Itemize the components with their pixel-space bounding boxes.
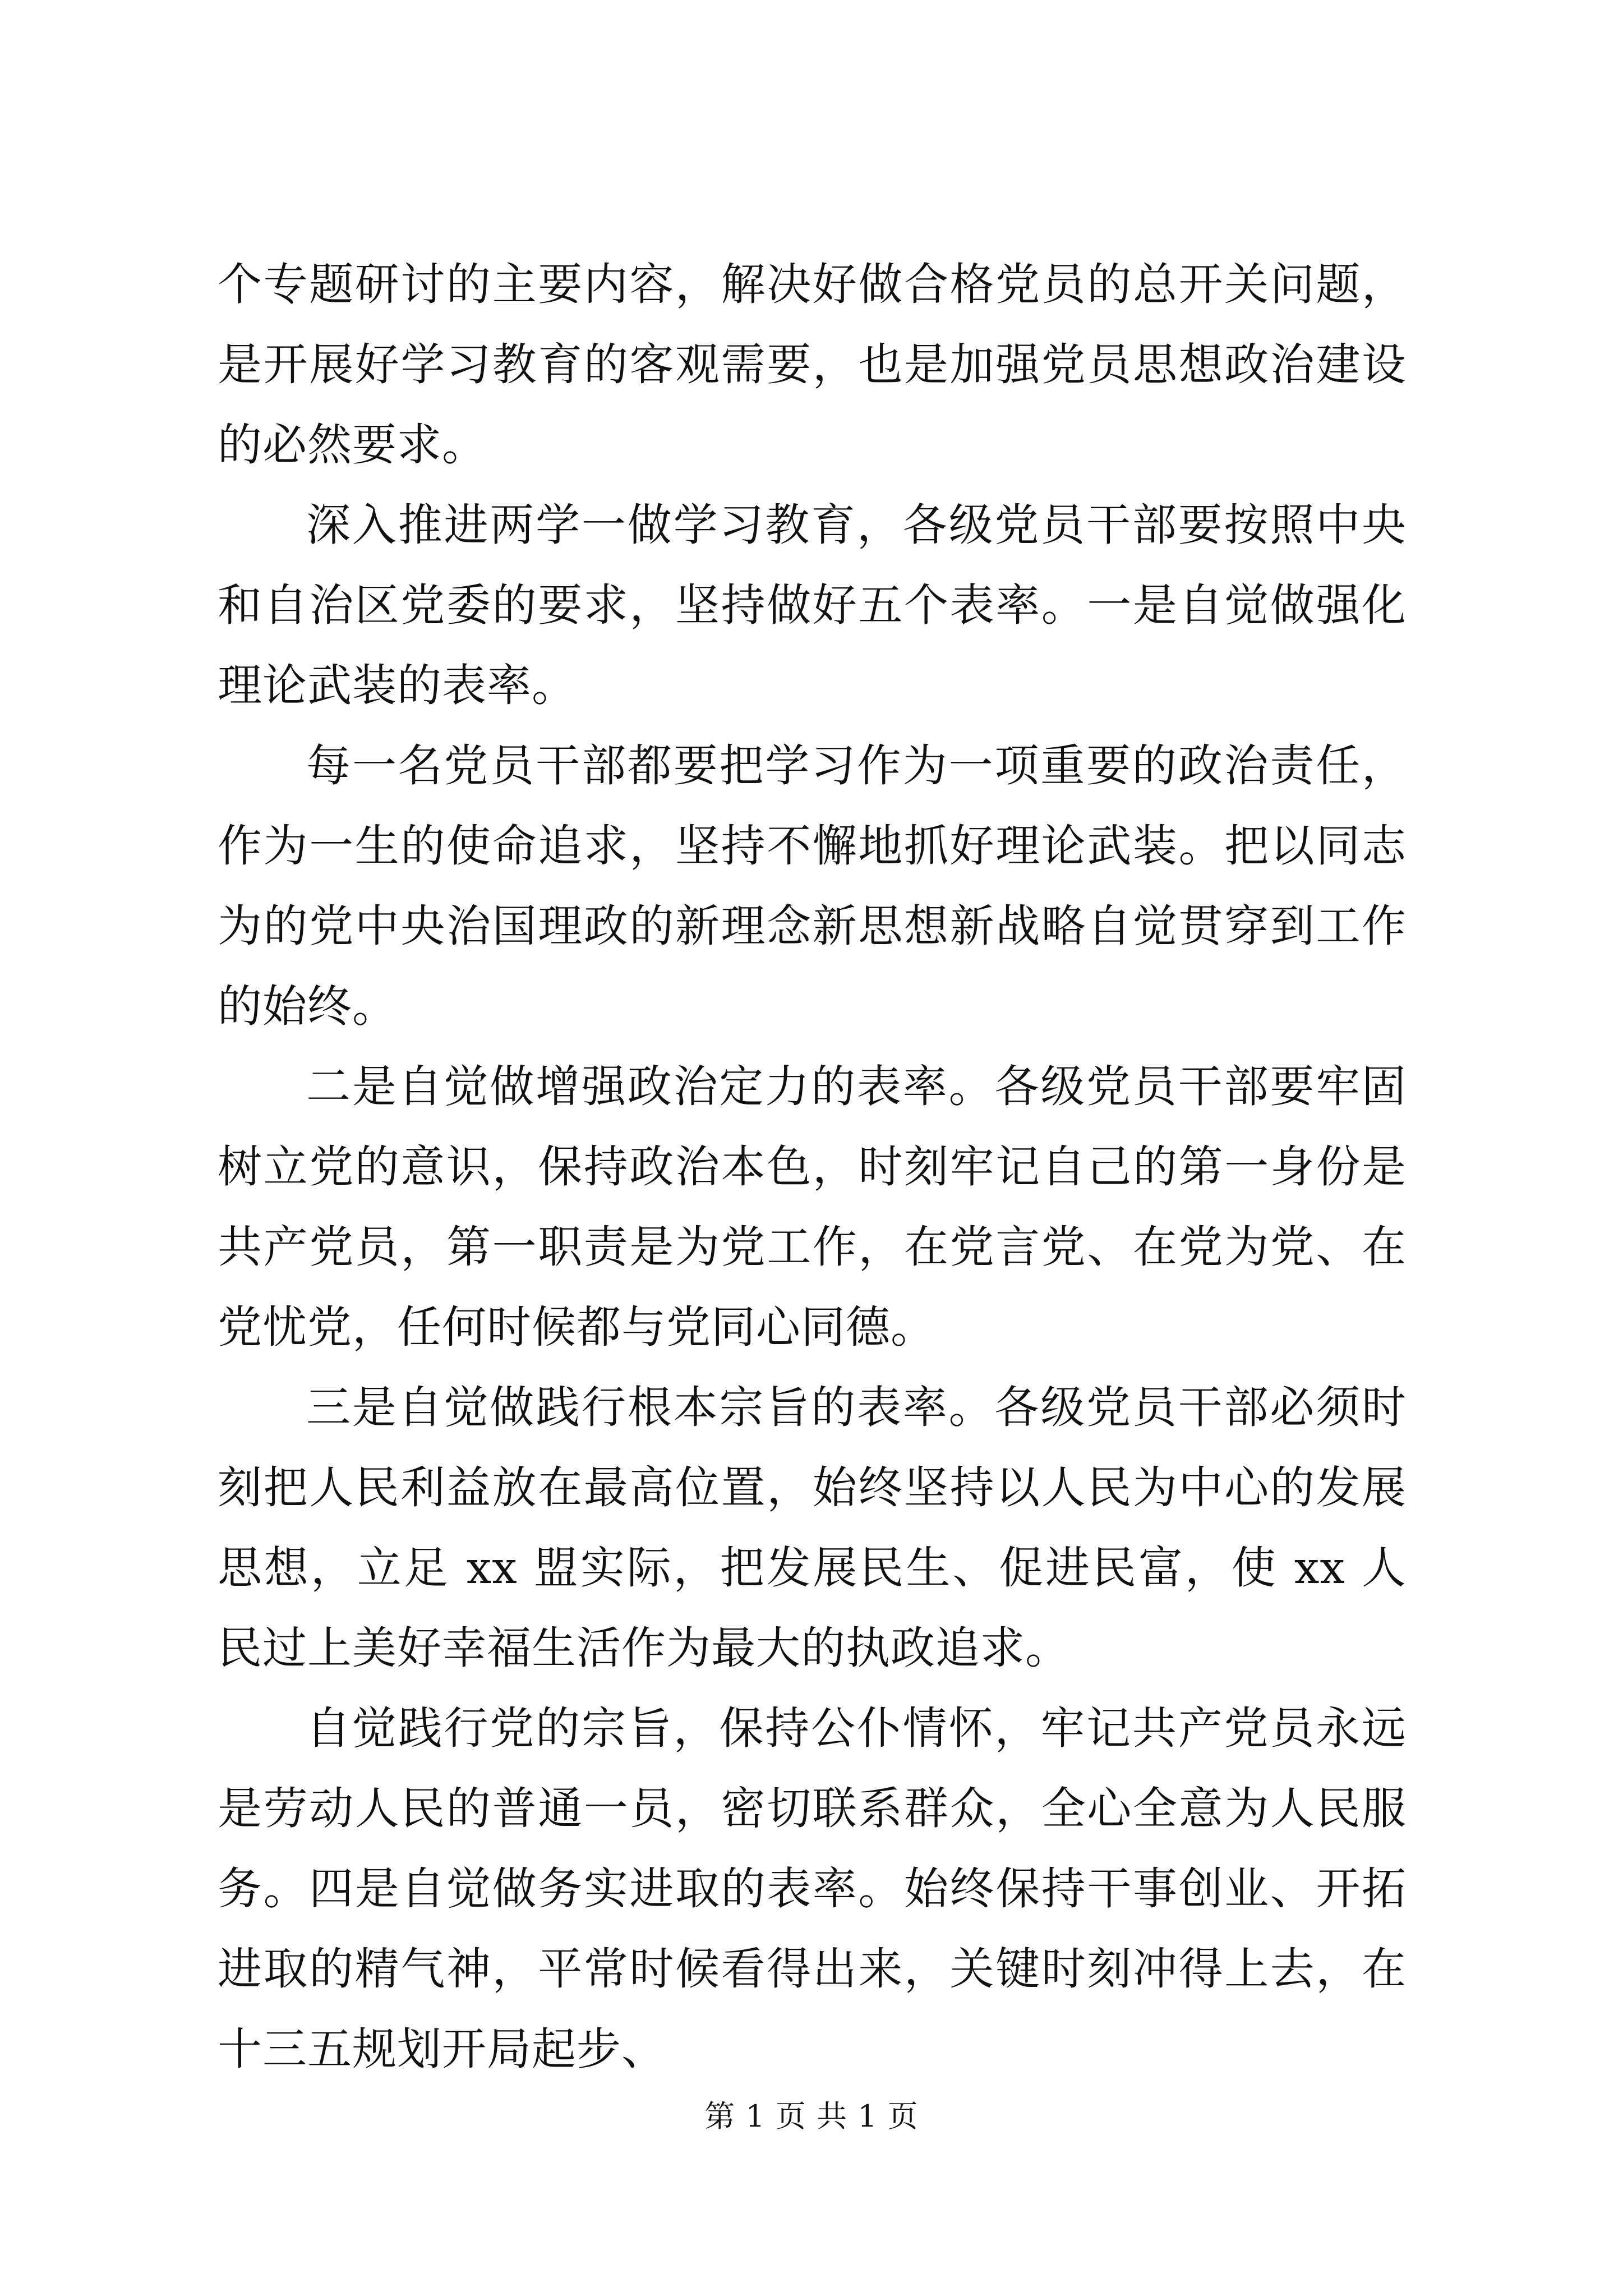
page-footer: 第 1 页 共 1 页 (704, 2099, 919, 2134)
paragraph: 每一名党员干部都要把学习作为一项重要的政治责任，作为一生的使命追求，坚持不懈地抓好理论武装。把以同志为的党中央治国理政的新理念新思想新战略自觉贯穿到工作的始终。 (218, 740, 1407, 1032)
document-body (218, 245, 1407, 2090)
paragraph: 自觉践行党的宗旨，保持公仆情怀，牢记共产党员永远是劳动人民的普通一员，密切联系群众，全心全意为人民服务。四是自觉做务实进取的表率。始终保持干事创业、开拓进取的精气神，平常时候看得出来，关键时刻冲得上去，在十三五规划开局起步、 (218, 1703, 1407, 2075)
paragraph: 二是自觉做增强政治定力的表率。各级党员干部要牢固树立党的意识，保持政治本色，时刻牢记自己的第一身份是共产党员，第一职责是为党工作，在党言党、在党为党、在党忧党，任何时候都与党同心同德。 (218, 1061, 1407, 1353)
paragraph: 三是自觉做践行根本宗旨的表率。各级党员干部必须时刻把人民利益放在最高位置，始终坚持以人民为中心的发展思想，立足 xx 盟实际，把发展民生、促进民富，使 xx 人民过上美好幸福生活作为最大的执政追求。 (218, 1382, 1407, 1674)
paragraph-continuation: 个专题研讨的主要内容，解决好做合格党员的总开关问题，是开展好学习教育的客观需要，也是加强党员思想政治建设的必然要求。 (218, 259, 1407, 471)
paragraph: 深入推进两学一做学习教育，各级党员干部要按照中央和自治区党委的要求，坚持做好五个表率。一是自觉做强化理论武装的表率。 (218, 499, 1407, 711)
